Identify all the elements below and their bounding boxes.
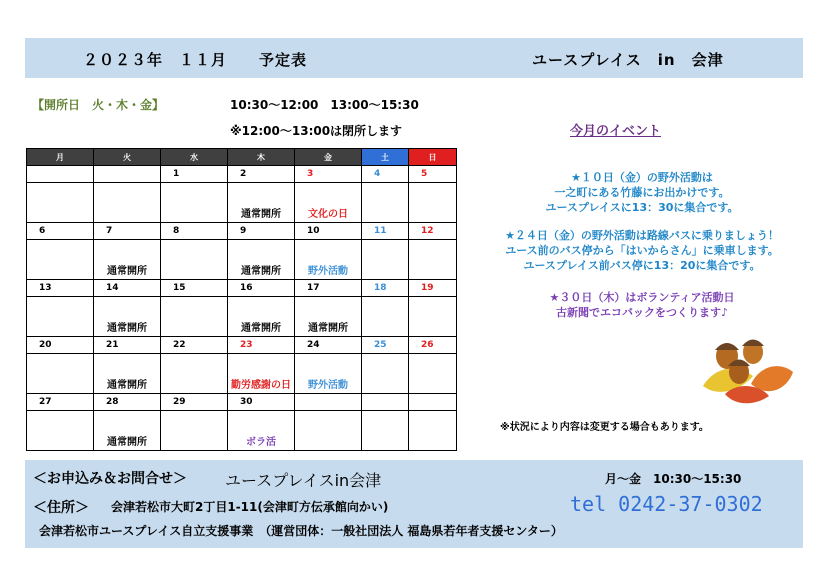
open-days: 【開所日 火・木・金】: [32, 98, 165, 112]
footer: [25, 460, 803, 548]
event-cell: [94, 183, 161, 223]
event-cell: [409, 297, 457, 337]
event-row: [27, 240, 457, 280]
event-line: ★１０日（金）の野外活動は: [571, 171, 713, 184]
event-row: [27, 183, 457, 223]
event-row: [27, 297, 457, 337]
weekday-mon: 月: [27, 149, 94, 166]
event-line: 一之町にある竹藤にお出かけです。: [554, 186, 730, 199]
event-line: ユースプレイス前バス停に13：20に集合です。: [523, 259, 761, 272]
day-cell: 25: [362, 337, 409, 354]
address-label: ＜住所＞: [33, 500, 89, 516]
event-cell: [362, 240, 409, 280]
event-cell: ボラ活: [228, 411, 295, 451]
day-cell: 4: [362, 166, 409, 183]
event-line: 古新聞でエコバックをつくります♪: [555, 306, 729, 319]
date-row: [27, 166, 457, 183]
day-cell: 6: [27, 223, 94, 240]
organization-name: ユースプレイス in 会津: [532, 51, 724, 69]
event-cell: [161, 240, 228, 280]
day-cell: 1: [161, 166, 228, 183]
day-cell: 27: [27, 394, 94, 411]
event-cell: [409, 354, 457, 394]
events-heading: 今月のイベント: [570, 124, 662, 139]
event-cell: [27, 240, 94, 280]
event-cell: [161, 354, 228, 394]
contact-label: ＜お申込み＆お問合せ＞: [33, 471, 187, 487]
day-cell: 10: [295, 223, 362, 240]
event-cell: [362, 354, 409, 394]
weekday-sat: 土: [362, 149, 409, 166]
event-description-30th: [462, 290, 822, 320]
day-cell: [362, 394, 409, 411]
event-cell: [161, 183, 228, 223]
day-cell: 8: [161, 223, 228, 240]
event-cell: [27, 354, 94, 394]
event-cell: 通常開所: [94, 354, 161, 394]
day-cell: 11: [362, 223, 409, 240]
event-cell: 通常開所: [228, 297, 295, 337]
contact-name: ユースプレイスin会津: [225, 471, 382, 490]
day-cell: 12: [409, 223, 457, 240]
weekday-tue: 火: [94, 149, 161, 166]
event-cell: [27, 411, 94, 451]
event-cell: 通常開所: [94, 411, 161, 451]
event-cell: 通常開所: [94, 240, 161, 280]
event-cell: 通常開所: [228, 183, 295, 223]
open-hours: 10:30～12:00 13:00～15:30: [230, 98, 419, 112]
event-cell: [295, 411, 362, 451]
day-cell: [295, 394, 362, 411]
day-cell: 23: [228, 337, 295, 354]
day-cell: 30: [228, 394, 295, 411]
day-cell: 20: [27, 337, 94, 354]
event-cell: 通常開所: [295, 297, 362, 337]
day-cell: 21: [94, 337, 161, 354]
day-cell: 18: [362, 280, 409, 297]
day-cell: 2: [228, 166, 295, 183]
autumn-leaves-acorns-icon: [695, 328, 795, 408]
day-cell: 28: [94, 394, 161, 411]
event-line: ★２４日（金）の野外活動は路線バスに乗りましょう！: [505, 229, 779, 242]
event-cell: [362, 297, 409, 337]
event-cell: [27, 297, 94, 337]
event-cell: [362, 183, 409, 223]
day-cell: 16: [228, 280, 295, 297]
closed-note: ※12:00～13:00は閉所します: [230, 124, 403, 138]
weekday-thu: 木: [228, 149, 295, 166]
date-row: [27, 280, 457, 297]
day-cell: 15: [161, 280, 228, 297]
event-description-10th: [462, 170, 822, 215]
event-cell: [27, 183, 94, 223]
address: 会津若松市大町2丁目1-11(会津町方伝承館向かい): [111, 500, 389, 514]
day-cell: [94, 166, 161, 183]
header-bar: [25, 38, 803, 78]
weekday-header-row: [27, 149, 457, 166]
calendar-table: [26, 148, 457, 451]
day-cell: 5: [409, 166, 457, 183]
weekday-fri: 金: [295, 149, 362, 166]
event-line: ユース前のバス停から「はいからさん」に乗車します。: [505, 244, 779, 257]
phone-number: tel 0242-37-0302: [570, 492, 763, 516]
day-cell: [27, 166, 94, 183]
day-cell: 13: [27, 280, 94, 297]
event-row: [27, 354, 457, 394]
day-cell: 7: [94, 223, 161, 240]
event-line: ★３０日（木）はボランティア活動日: [549, 291, 735, 304]
event-cell: 通常開所: [228, 240, 295, 280]
day-cell: 14: [94, 280, 161, 297]
day-cell: 29: [161, 394, 228, 411]
change-notice: ※状況により内容は変更する場合もあります。: [500, 422, 709, 433]
event-cell: 野外活動: [295, 240, 362, 280]
event-cell: [362, 411, 409, 451]
event-cell: 勤労感謝の日: [228, 354, 295, 394]
program-credit: 会津若松市ユースプレイス自立支援事業 （運営団体：一般社団法人 福島県若年者支援センター）: [39, 524, 563, 538]
event-cell: 野外活動: [295, 354, 362, 394]
event-line: ユースプレイスに13：30に集合です。: [545, 201, 739, 214]
event-description-24th: [462, 228, 822, 273]
event-cell: [409, 240, 457, 280]
page-title: ２０２３年 １１月 予定表: [83, 51, 308, 69]
event-cell: [409, 183, 457, 223]
day-cell: [409, 394, 457, 411]
day-cell: 19: [409, 280, 457, 297]
day-cell: 17: [295, 280, 362, 297]
date-row: [27, 223, 457, 240]
day-cell: 22: [161, 337, 228, 354]
event-row: [27, 411, 457, 451]
date-row: [27, 394, 457, 411]
event-cell: [409, 411, 457, 451]
day-cell: 3: [295, 166, 362, 183]
weekday-wed: 水: [161, 149, 228, 166]
date-row: [27, 337, 457, 354]
day-cell: 9: [228, 223, 295, 240]
event-cell: 通常開所: [94, 297, 161, 337]
event-cell: 文化の日: [295, 183, 362, 223]
day-cell: 26: [409, 337, 457, 354]
day-cell: 24: [295, 337, 362, 354]
office-hours: 月～金 10:30～15:30: [605, 472, 742, 486]
event-cell: [161, 411, 228, 451]
weekday-sun: 日: [409, 149, 457, 166]
event-cell: [161, 297, 228, 337]
